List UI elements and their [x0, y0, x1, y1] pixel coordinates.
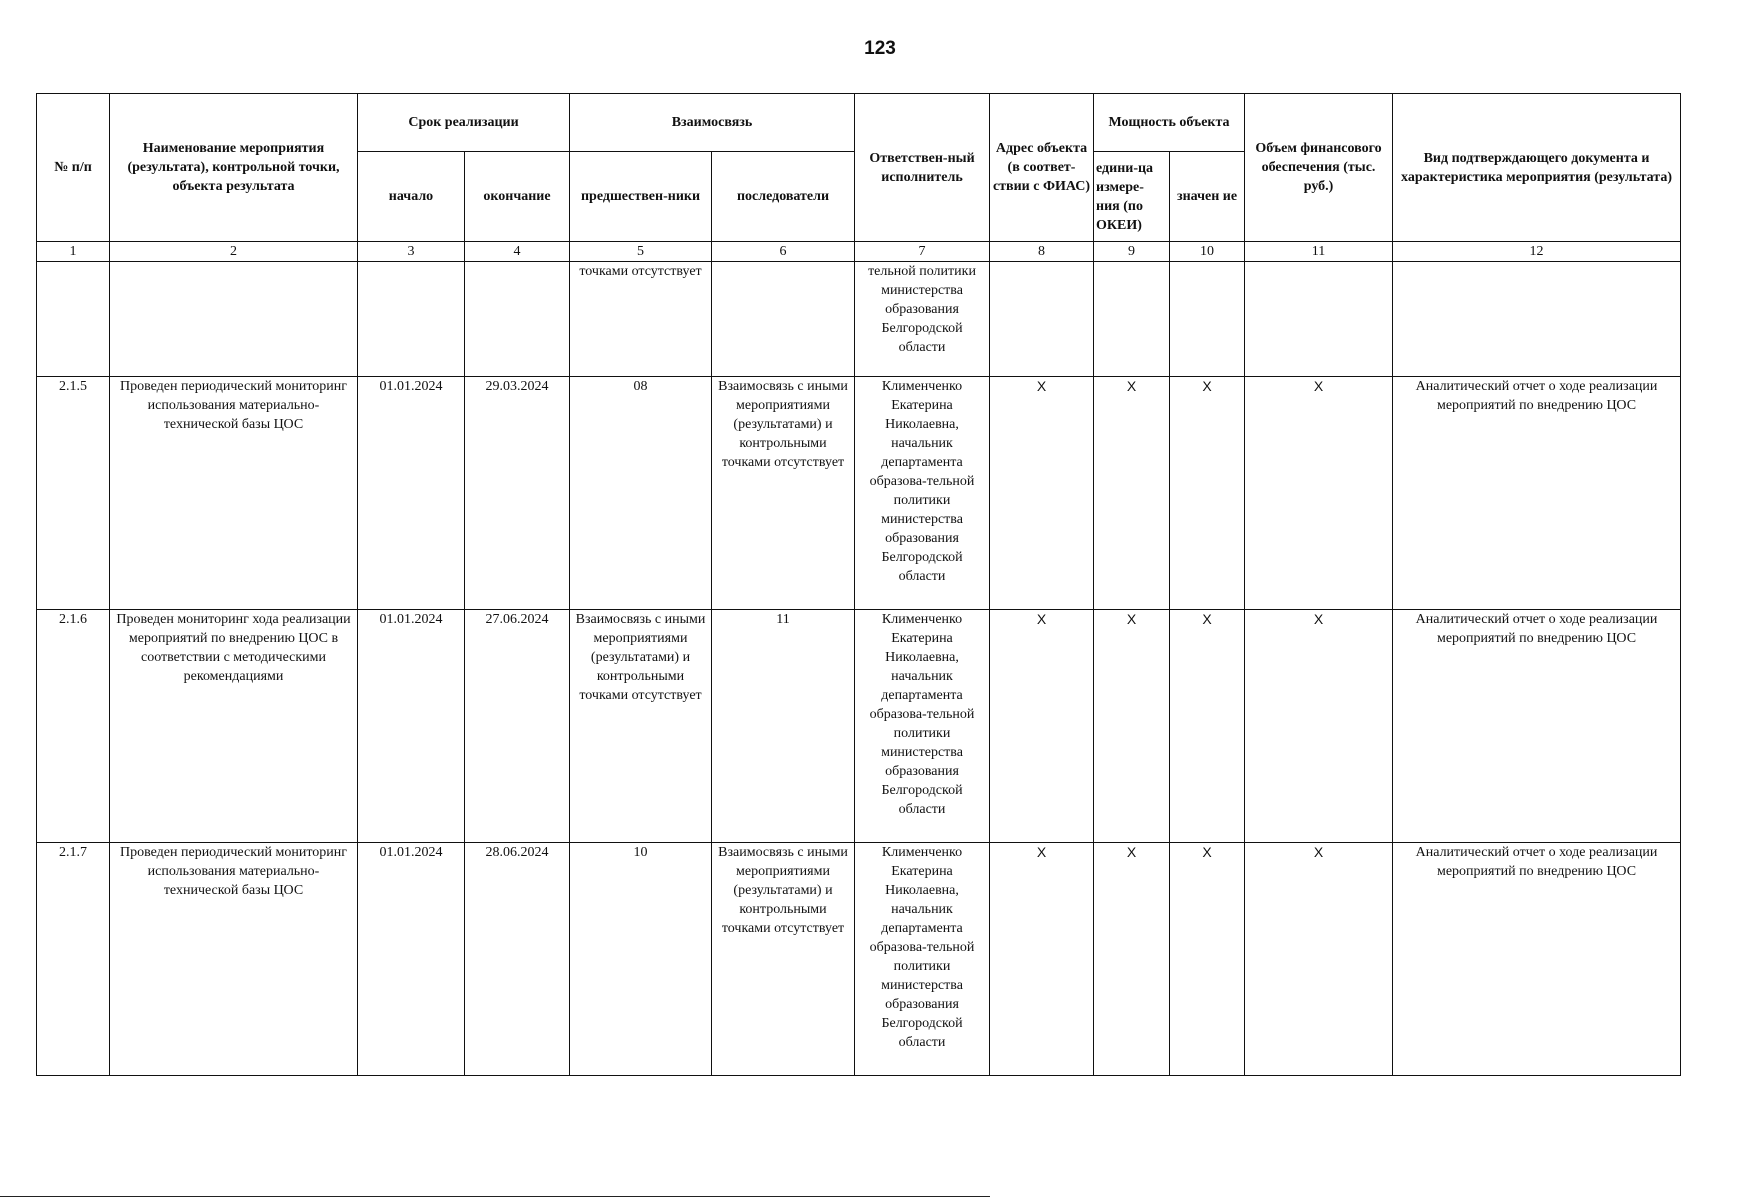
cell-finance: X	[1245, 377, 1393, 610]
cell-successors: Взаимосвязь с иными мероприятиями (результатами) и контрольными точками отсутствует	[712, 377, 855, 610]
table-row	[37, 610, 1681, 843]
cell-value: X	[1170, 377, 1245, 610]
col-number: 9	[1094, 242, 1170, 262]
table-row-continuation	[37, 262, 1681, 377]
cell-document: Аналитический отчет о ходе реализации мероприятий по внедрению ЦОС	[1393, 610, 1681, 843]
cell-finance: X	[1245, 843, 1393, 1076]
table-row	[37, 377, 1681, 610]
column-number-row	[37, 242, 1681, 262]
col-number: 4	[465, 242, 570, 262]
cell-address: X	[990, 843, 1094, 1076]
col-number: 1	[37, 242, 110, 262]
col-number: 3	[358, 242, 465, 262]
header-end: окончание	[465, 152, 570, 242]
cell-responsible: Клименченко Екатерина Николаевна, начальник департамента образова-тельной политики министерства образования Белгородской области	[855, 377, 990, 610]
col-number: 8	[990, 242, 1094, 262]
plan-table	[36, 93, 1681, 1076]
col-number: 6	[712, 242, 855, 262]
cell-finance: X	[1245, 610, 1393, 843]
cell-name: Проведен периодический мониторинг использования материально-технической базы ЦОС	[110, 377, 358, 610]
cell-document: Аналитический отчет о ходе реализации мероприятий по внедрению ЦОС	[1393, 377, 1681, 610]
cell-value: X	[1170, 610, 1245, 843]
cell-start: 01.01.2024	[358, 843, 465, 1076]
cell-successors: 11	[712, 610, 855, 843]
cell-responsible: Клименченко Екатерина Николаевна, начальник департамента образова-тельной политики министерства образования Белгородской области	[855, 843, 990, 1076]
cell-num: 2.1.6	[37, 610, 110, 843]
cell-end: 29.03.2024	[465, 377, 570, 610]
header-unit: едини-ца измере-ния (по ОКЕИ)	[1094, 152, 1170, 242]
header-start: начало	[358, 152, 465, 242]
col-number: 5	[570, 242, 712, 262]
cell-successors: Взаимосвязь с иными мероприятиями (результатами) и контрольными точками отсутствует	[712, 843, 855, 1076]
col-number: 10	[1170, 242, 1245, 262]
cell-unit: X	[1094, 843, 1170, 1076]
col-number: 12	[1393, 242, 1681, 262]
cell-num: 2.1.7	[37, 843, 110, 1076]
cell-predecessors: точками отсутствует	[570, 262, 712, 377]
header-name: Наименование мероприятия (результата), контрольной точки, объекта результата	[110, 94, 358, 242]
header-finance: Объем финансового обеспечения (тыс. руб.)	[1245, 94, 1393, 242]
table-row	[37, 843, 1681, 1076]
col-number: 7	[855, 242, 990, 262]
cell-unit: X	[1094, 377, 1170, 610]
header-num: № п/п	[37, 94, 110, 242]
cell-name: Проведен мониторинг хода реализации мероприятий по внедрению ЦОС в соответствии с методическими рекомендациями	[110, 610, 358, 843]
header-value: значен ие	[1170, 152, 1245, 242]
col-number: 11	[1245, 242, 1393, 262]
cell-document: Аналитический отчет о ходе реализации мероприятий по внедрению ЦОС	[1393, 843, 1681, 1076]
cell-unit: X	[1094, 610, 1170, 843]
cell-responsible: Клименченко Екатерина Николаевна, начальник департамента образова-тельной политики министерства образования Белгородской области	[855, 610, 990, 843]
cell-value: X	[1170, 843, 1245, 1076]
header-document: Вид подтверждающего документа и характеристика мероприятия (результата)	[1393, 94, 1681, 242]
header-term: Срок реализации	[358, 94, 570, 152]
cell-start: 01.01.2024	[358, 377, 465, 610]
table-header	[37, 94, 1681, 262]
cell-end: 27.06.2024	[465, 610, 570, 843]
cell-predecessors: Взаимосвязь с иными мероприятиями (результатами) и контрольными точками отсутствует	[570, 610, 712, 843]
cell-name: Проведен периодический мониторинг использования материально-технической базы ЦОС	[110, 843, 358, 1076]
cell-end: 28.06.2024	[465, 843, 570, 1076]
header-successors: последователи	[712, 152, 855, 242]
cell-start: 01.01.2024	[358, 610, 465, 843]
cell-num: 2.1.5	[37, 377, 110, 610]
col-number: 2	[110, 242, 358, 262]
header-link: Взаимосвязь	[570, 94, 855, 152]
cell-address: X	[990, 377, 1094, 610]
bottom-rule	[0, 1196, 990, 1197]
cell-predecessors: 10	[570, 843, 712, 1076]
cell-address: X	[990, 610, 1094, 843]
header-address: Адрес объекта (в соответ-ствии с ФИАС)	[990, 94, 1094, 242]
header-capacity: Мощность объекта	[1094, 94, 1245, 152]
cell-responsible: тельной политики министерства образования Белгородской области	[855, 262, 990, 377]
header-responsible: Ответствен-ный исполнитель	[855, 94, 990, 242]
header-predecessors: предшествен-ники	[570, 152, 712, 242]
cell-predecessors: 08	[570, 377, 712, 610]
page-number: 123	[864, 38, 896, 59]
